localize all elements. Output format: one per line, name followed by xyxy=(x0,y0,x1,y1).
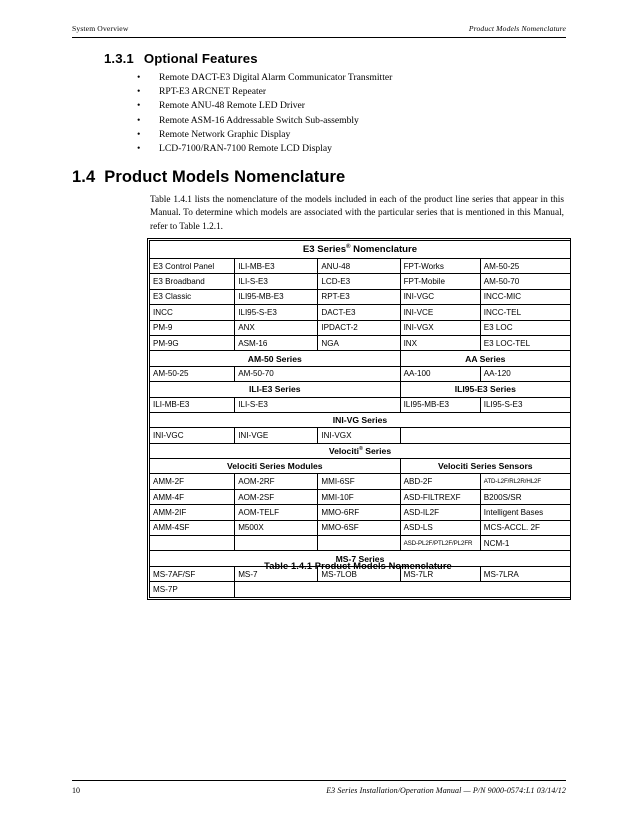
table-outer-frame xyxy=(147,238,571,600)
table-cell: DACT-E3 xyxy=(318,305,400,320)
table-cell: INX xyxy=(400,335,480,350)
list-item xyxy=(137,128,557,142)
table-cell: MMI-6SF xyxy=(318,474,400,489)
table-row xyxy=(150,305,571,320)
table-caption: Table 1.4.1 Product Models Nomenclature xyxy=(264,561,452,571)
table-cell: MS-7LOB xyxy=(318,566,400,581)
table-cell: B200S/SR xyxy=(480,489,570,504)
page-running-header xyxy=(72,24,566,33)
table-cell: AA-100 xyxy=(400,366,480,381)
table-section-header-row xyxy=(150,382,571,397)
table-cell: INI-VGE xyxy=(235,428,318,443)
table-cell: E3 Classic xyxy=(150,289,235,304)
table-cell: ASD-IL2F xyxy=(400,505,480,520)
heading-1-4-number: 1.4 xyxy=(72,168,96,186)
table-cell: INCC xyxy=(150,305,235,320)
section-header-aa: AA Series xyxy=(400,351,570,366)
section-header-ili-e3: ILI-E3 Series xyxy=(150,382,401,397)
table-row xyxy=(150,582,571,597)
table-cell: ILI-MB-E3 xyxy=(235,259,318,274)
table-cell: INI-VGX xyxy=(318,428,400,443)
table-cell: MS-7AF/SF xyxy=(150,566,235,581)
table-row xyxy=(150,274,571,289)
list-item-label: Remote ANU-48 Remote LED Driver xyxy=(159,100,306,112)
bullet-icon: • xyxy=(137,86,141,98)
section-header-velociti-sensors: Velociti Series Sensors xyxy=(400,459,570,474)
list-item xyxy=(137,71,557,85)
table-cell: FPT-Mobile xyxy=(400,274,480,289)
table-cell: ILI95-S-E3 xyxy=(480,397,570,412)
table-cell: INCC-TEL xyxy=(480,305,570,320)
table-cell: ATD-L2F/RL2R/HL2F xyxy=(480,474,570,489)
list-item-label: LCD-7100/RAN-7100 Remote LCD Display xyxy=(159,143,332,155)
table-row xyxy=(150,335,571,350)
list-item-label: RPT-E3 ARCNET Repeater xyxy=(159,86,267,98)
table-cell: AMM-2F xyxy=(150,474,235,489)
table-row xyxy=(150,505,571,520)
table-cell: INI-VGC xyxy=(150,428,235,443)
table-section-header-row xyxy=(150,443,571,458)
table-cell: AM-50-70 xyxy=(480,274,570,289)
header-right-text: Product Models Nomenclature xyxy=(468,24,566,33)
table-cell: MMO-6SF xyxy=(318,520,400,535)
table-cell: MS-7 xyxy=(235,566,318,581)
table-row xyxy=(150,520,571,535)
section-header-velociti xyxy=(150,443,571,458)
list-item xyxy=(137,85,557,99)
footer-right-text: E3 Series Installation/Operation Manual — P/N 9000-0574:L1 03/14/12 xyxy=(326,786,566,795)
heading-1-3-1 xyxy=(104,51,258,66)
table-cell: AA-120 xyxy=(480,366,570,381)
table-section-header-row xyxy=(150,351,571,366)
list-item-label: Remote ASM-16 Addressable Switch Sub-assembly xyxy=(159,114,359,126)
table-cell: E3 LOC-TEL xyxy=(480,335,570,350)
table-cell: ILI-S-E3 xyxy=(235,274,318,289)
heading-1-3-1-number: 1.3.1 xyxy=(104,51,134,66)
table-cell: AOM-2SF xyxy=(235,489,318,504)
table-cell: M500X xyxy=(235,520,318,535)
table-cell: NGA xyxy=(318,335,400,350)
table-cell: AOM-2RF xyxy=(235,474,318,489)
velociti-header-post: Series xyxy=(362,445,392,456)
table-cell: AMM-4SF xyxy=(150,520,235,535)
table-cell: INCC-MIC xyxy=(480,289,570,304)
bullet-icon: • xyxy=(137,128,141,140)
table-row xyxy=(150,366,571,381)
bullet-icon: • xyxy=(137,100,141,112)
table-cell: ASM-16 xyxy=(235,335,318,350)
table-cell-empty xyxy=(235,582,571,597)
table-title-row xyxy=(150,241,571,259)
section-header-velociti-modules: Velociti Series Modules xyxy=(150,459,401,474)
table-cell: AM-50-25 xyxy=(480,259,570,274)
table-cell: INI-VGC xyxy=(400,289,480,304)
table-cell: E3 LOC xyxy=(480,320,570,335)
table-cell: ILI95-S-E3 xyxy=(235,305,318,320)
table-cell: IPDACT-2 xyxy=(318,320,400,335)
table-cell: FPT-Works xyxy=(400,259,480,274)
table-cell-empty xyxy=(318,536,400,551)
section-1-4-intro-paragraph: Table 1.4.1 lists the nomenclature of the models included in each of the product line series that appear in this Manual. To determine which models are associated with the particular series that is mentioned in this Manual, refer to Table 1.2.1. xyxy=(150,195,564,232)
table-cell: ILI95-MB-E3 xyxy=(235,289,318,304)
header-divider-rule xyxy=(72,37,566,38)
table-title-pre: E3 Series xyxy=(302,244,347,255)
table-row xyxy=(150,259,571,274)
table-cell: INI-VGX xyxy=(400,320,480,335)
table-cell: INI-VCE xyxy=(400,305,480,320)
section-header-am50: AM-50 Series xyxy=(150,351,401,366)
page-number: 10 xyxy=(72,786,80,795)
section-header-ini-vg: INI-VG Series xyxy=(150,412,571,427)
table-cell: PM-9G xyxy=(150,335,235,350)
table-cell: LCD-E3 xyxy=(318,274,400,289)
table-cell: AM-50-70 xyxy=(235,366,400,381)
table-row xyxy=(150,397,571,412)
table-cell: MCS-ACCL. 2F xyxy=(480,520,570,535)
product-models-nomenclature-table xyxy=(149,240,571,598)
table-cell: ASD-LS xyxy=(400,520,480,535)
table-cell: ASD-FILTREXF xyxy=(400,489,480,504)
heading-1-4-title: Product Models Nomenclature xyxy=(104,168,346,186)
table-row xyxy=(150,289,571,304)
bullet-icon: • xyxy=(137,114,141,126)
table-cell: ILI95-MB-E3 xyxy=(400,397,480,412)
bullet-icon: • xyxy=(137,143,141,155)
optional-features-list xyxy=(137,71,557,156)
table-row xyxy=(150,474,571,489)
velociti-header-pre: Velociti xyxy=(328,445,359,456)
section-header-ili95-e3: ILI95-E3 Series xyxy=(400,382,570,397)
list-item xyxy=(137,142,557,156)
table-section-header-row xyxy=(150,459,571,474)
list-item-label: Remote DACT-E3 Digital Alarm Communicator Transmitter xyxy=(159,72,393,83)
table-cell: PM-9 xyxy=(150,320,235,335)
table-cell: MS-7P xyxy=(150,582,235,597)
table-row xyxy=(150,320,571,335)
table-cell: NCM-1 xyxy=(480,536,570,551)
table-cell: AOM-TELF xyxy=(235,505,318,520)
table-cell: ANX xyxy=(235,320,318,335)
list-item xyxy=(137,114,557,128)
list-item xyxy=(137,99,557,113)
table-cell-empty xyxy=(235,536,318,551)
heading-1-3-1-title: Optional Features xyxy=(143,51,258,66)
list-item-label: Remote Network Graphic Display xyxy=(159,128,291,140)
section-header-ms7: MS-7 Series xyxy=(150,551,571,566)
table-section-header-row xyxy=(150,412,571,427)
registered-trademark-icon: ® xyxy=(346,243,351,250)
table-cell: MS-7LRA xyxy=(480,566,570,581)
table-cell: MS-7LR xyxy=(400,566,480,581)
table-cell: RPT-E3 xyxy=(318,289,400,304)
table-row xyxy=(150,536,571,551)
table-cell: AMM-4F xyxy=(150,489,235,504)
footer-divider-rule xyxy=(72,780,566,781)
table-cell: ILI-S-E3 xyxy=(235,397,400,412)
header-left-text: System Overview xyxy=(72,24,129,33)
table-row xyxy=(150,428,571,443)
table-cell: E3 Broadband xyxy=(150,274,235,289)
table-cell: AM-50-25 xyxy=(150,366,235,381)
table-cell: E3 Control Panel xyxy=(150,259,235,274)
table-title-post: Nomenclature xyxy=(350,244,418,255)
table-cell: ANU-48 xyxy=(318,259,400,274)
table-cell: AMM-2IF xyxy=(150,505,235,520)
heading-1-4 xyxy=(72,168,345,187)
table-cell-empty xyxy=(150,536,235,551)
registered-trademark-icon: ® xyxy=(358,446,363,453)
table-cell-empty xyxy=(400,428,570,443)
table-cell: Intelligent Bases xyxy=(480,505,570,520)
table-title-cell xyxy=(150,241,571,259)
page-running-footer xyxy=(72,786,566,795)
table-cell: ASD-PL2F/PTL2F/PL2FR xyxy=(400,536,480,551)
product-models-table-wrapper xyxy=(147,238,569,600)
table-cell: MMO-6RF xyxy=(318,505,400,520)
table-cell: ABD-2F xyxy=(400,474,480,489)
table-cell: ILI-MB-E3 xyxy=(150,397,235,412)
table-row xyxy=(150,489,571,504)
table-cell: MMI-10F xyxy=(318,489,400,504)
bullet-icon: • xyxy=(137,72,141,83)
